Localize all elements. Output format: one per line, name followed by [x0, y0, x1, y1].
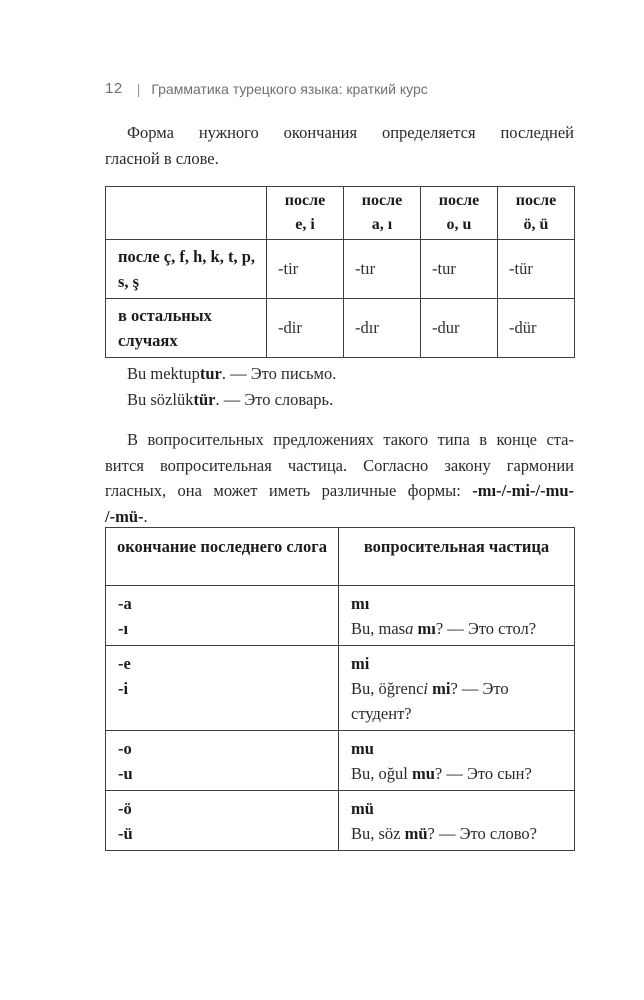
ending-cell — [106, 731, 339, 791]
column-header — [421, 187, 498, 240]
table-row — [106, 791, 575, 851]
corner-cell — [106, 187, 267, 240]
table-row — [106, 299, 575, 358]
ending: -ı — [118, 619, 129, 638]
example-pre: Bu, oğul — [351, 764, 408, 783]
particle-example — [351, 616, 568, 641]
example-pre: Bu, mas — [351, 619, 406, 638]
suffix-cell: -tır — [344, 240, 421, 299]
example-particle: mu — [411, 764, 435, 783]
header-vowels: e, i — [295, 216, 315, 233]
paragraph-text: гласных, она может иметь различные формы: — [105, 481, 473, 500]
examples-block — [127, 361, 336, 413]
example-particle: mü — [404, 824, 428, 843]
row-label: в остальных случаях — [106, 299, 267, 358]
suffix-cell: -tur — [421, 240, 498, 299]
table-row — [106, 586, 575, 646]
particle-cell — [339, 731, 575, 791]
suffix-cell: -dır — [344, 299, 421, 358]
suffix-cell: -tir — [267, 240, 344, 299]
header-word: после — [515, 192, 557, 209]
table-header-row — [106, 528, 575, 586]
column-header: окончание последнего слога — [106, 528, 339, 586]
example-pre: Bu, söz — [351, 824, 401, 843]
header-vowels: a, ı — [371, 216, 393, 233]
ending: -ö — [118, 799, 132, 818]
ending-cell — [106, 791, 339, 851]
running-title: Грамматика турецкого языка: краткий курс — [151, 80, 428, 97]
header-word: после — [438, 192, 480, 209]
ending: -o — [118, 739, 132, 758]
particle-example — [351, 761, 568, 786]
paragraph-text: . — [143, 506, 148, 526]
particle-forms: -mı-/-mi-/-mu- — [472, 481, 574, 500]
example-post: ? — Это студент? — [351, 679, 509, 723]
particle: mi — [351, 654, 370, 673]
ending: -ü — [118, 824, 133, 843]
particle-example — [351, 676, 568, 726]
column-header — [267, 187, 344, 240]
paragraph-line — [105, 504, 574, 530]
header-vowels: ö, ü — [523, 216, 549, 233]
table-row — [106, 731, 575, 791]
suffix-cell: -dir — [267, 299, 344, 358]
intro-paragraph — [105, 120, 574, 171]
table-row — [106, 646, 575, 731]
particle: mu — [351, 739, 374, 758]
example-suffix: tür — [193, 390, 216, 409]
example-vowel: a — [405, 619, 414, 638]
example-line — [127, 387, 336, 413]
paragraph-line: В вопросительных предложениях такого типа в конце ста- — [127, 430, 574, 449]
paragraph-line: вится вопросительная частица. Согласно закону гармонии — [105, 455, 574, 475]
ending: -u — [118, 764, 133, 783]
table-header-row — [106, 187, 575, 240]
table-row — [106, 240, 575, 299]
ending: -a — [118, 594, 132, 613]
running-header — [105, 80, 428, 97]
ending: -e — [118, 654, 131, 673]
example-post: . — Это письмо. — [221, 364, 337, 383]
header-word: после — [284, 192, 326, 209]
ending: -i — [118, 679, 129, 698]
column-header: вопросительная частица — [339, 528, 575, 586]
example-particle: mi — [432, 679, 451, 698]
particle-table — [105, 527, 575, 851]
suffix-table — [105, 186, 575, 358]
header-separator: | — [136, 80, 141, 97]
particle-forms: /-mü- — [105, 506, 144, 526]
header-vowels: o, u — [446, 216, 472, 233]
question-paragraph — [105, 427, 574, 529]
example-line — [127, 361, 336, 387]
particle: mü — [351, 799, 374, 818]
ending-cell — [106, 586, 339, 646]
example-pre: Bu mektup — [127, 364, 200, 383]
example-post: . — Это словарь. — [215, 390, 334, 409]
ending-cell — [106, 646, 339, 731]
example-post: ? — Это слово? — [427, 824, 537, 843]
particle-example — [351, 821, 568, 846]
example-post: ? — Это сын? — [434, 764, 532, 783]
paragraph-line — [105, 478, 574, 504]
suffix-cell: -tür — [498, 240, 575, 299]
suffix-cell: -dür — [498, 299, 575, 358]
example-vowel: i — [423, 679, 428, 698]
header-word: после — [361, 192, 403, 209]
paragraph-line: Форма нужного окончания определяется последней — [127, 123, 574, 142]
example-pre: Bu sözlük — [127, 390, 194, 409]
row-label: после ç, f, h, k, t, p, s, ş — [106, 240, 267, 299]
example-pre: Bu, öğrenc — [351, 679, 424, 698]
paragraph-line: гласной в слове. — [105, 148, 219, 168]
column-header — [344, 187, 421, 240]
example-particle: mı — [417, 619, 436, 638]
particle-cell — [339, 646, 575, 731]
particle-cell — [339, 791, 575, 851]
example-post: ? — Это стол? — [435, 619, 537, 638]
particle-cell — [339, 586, 575, 646]
particle: mı — [351, 594, 370, 613]
suffix-cell: -dur — [421, 299, 498, 358]
page-number: 12 — [105, 80, 123, 97]
example-suffix: tur — [199, 364, 222, 383]
column-header — [498, 187, 575, 240]
